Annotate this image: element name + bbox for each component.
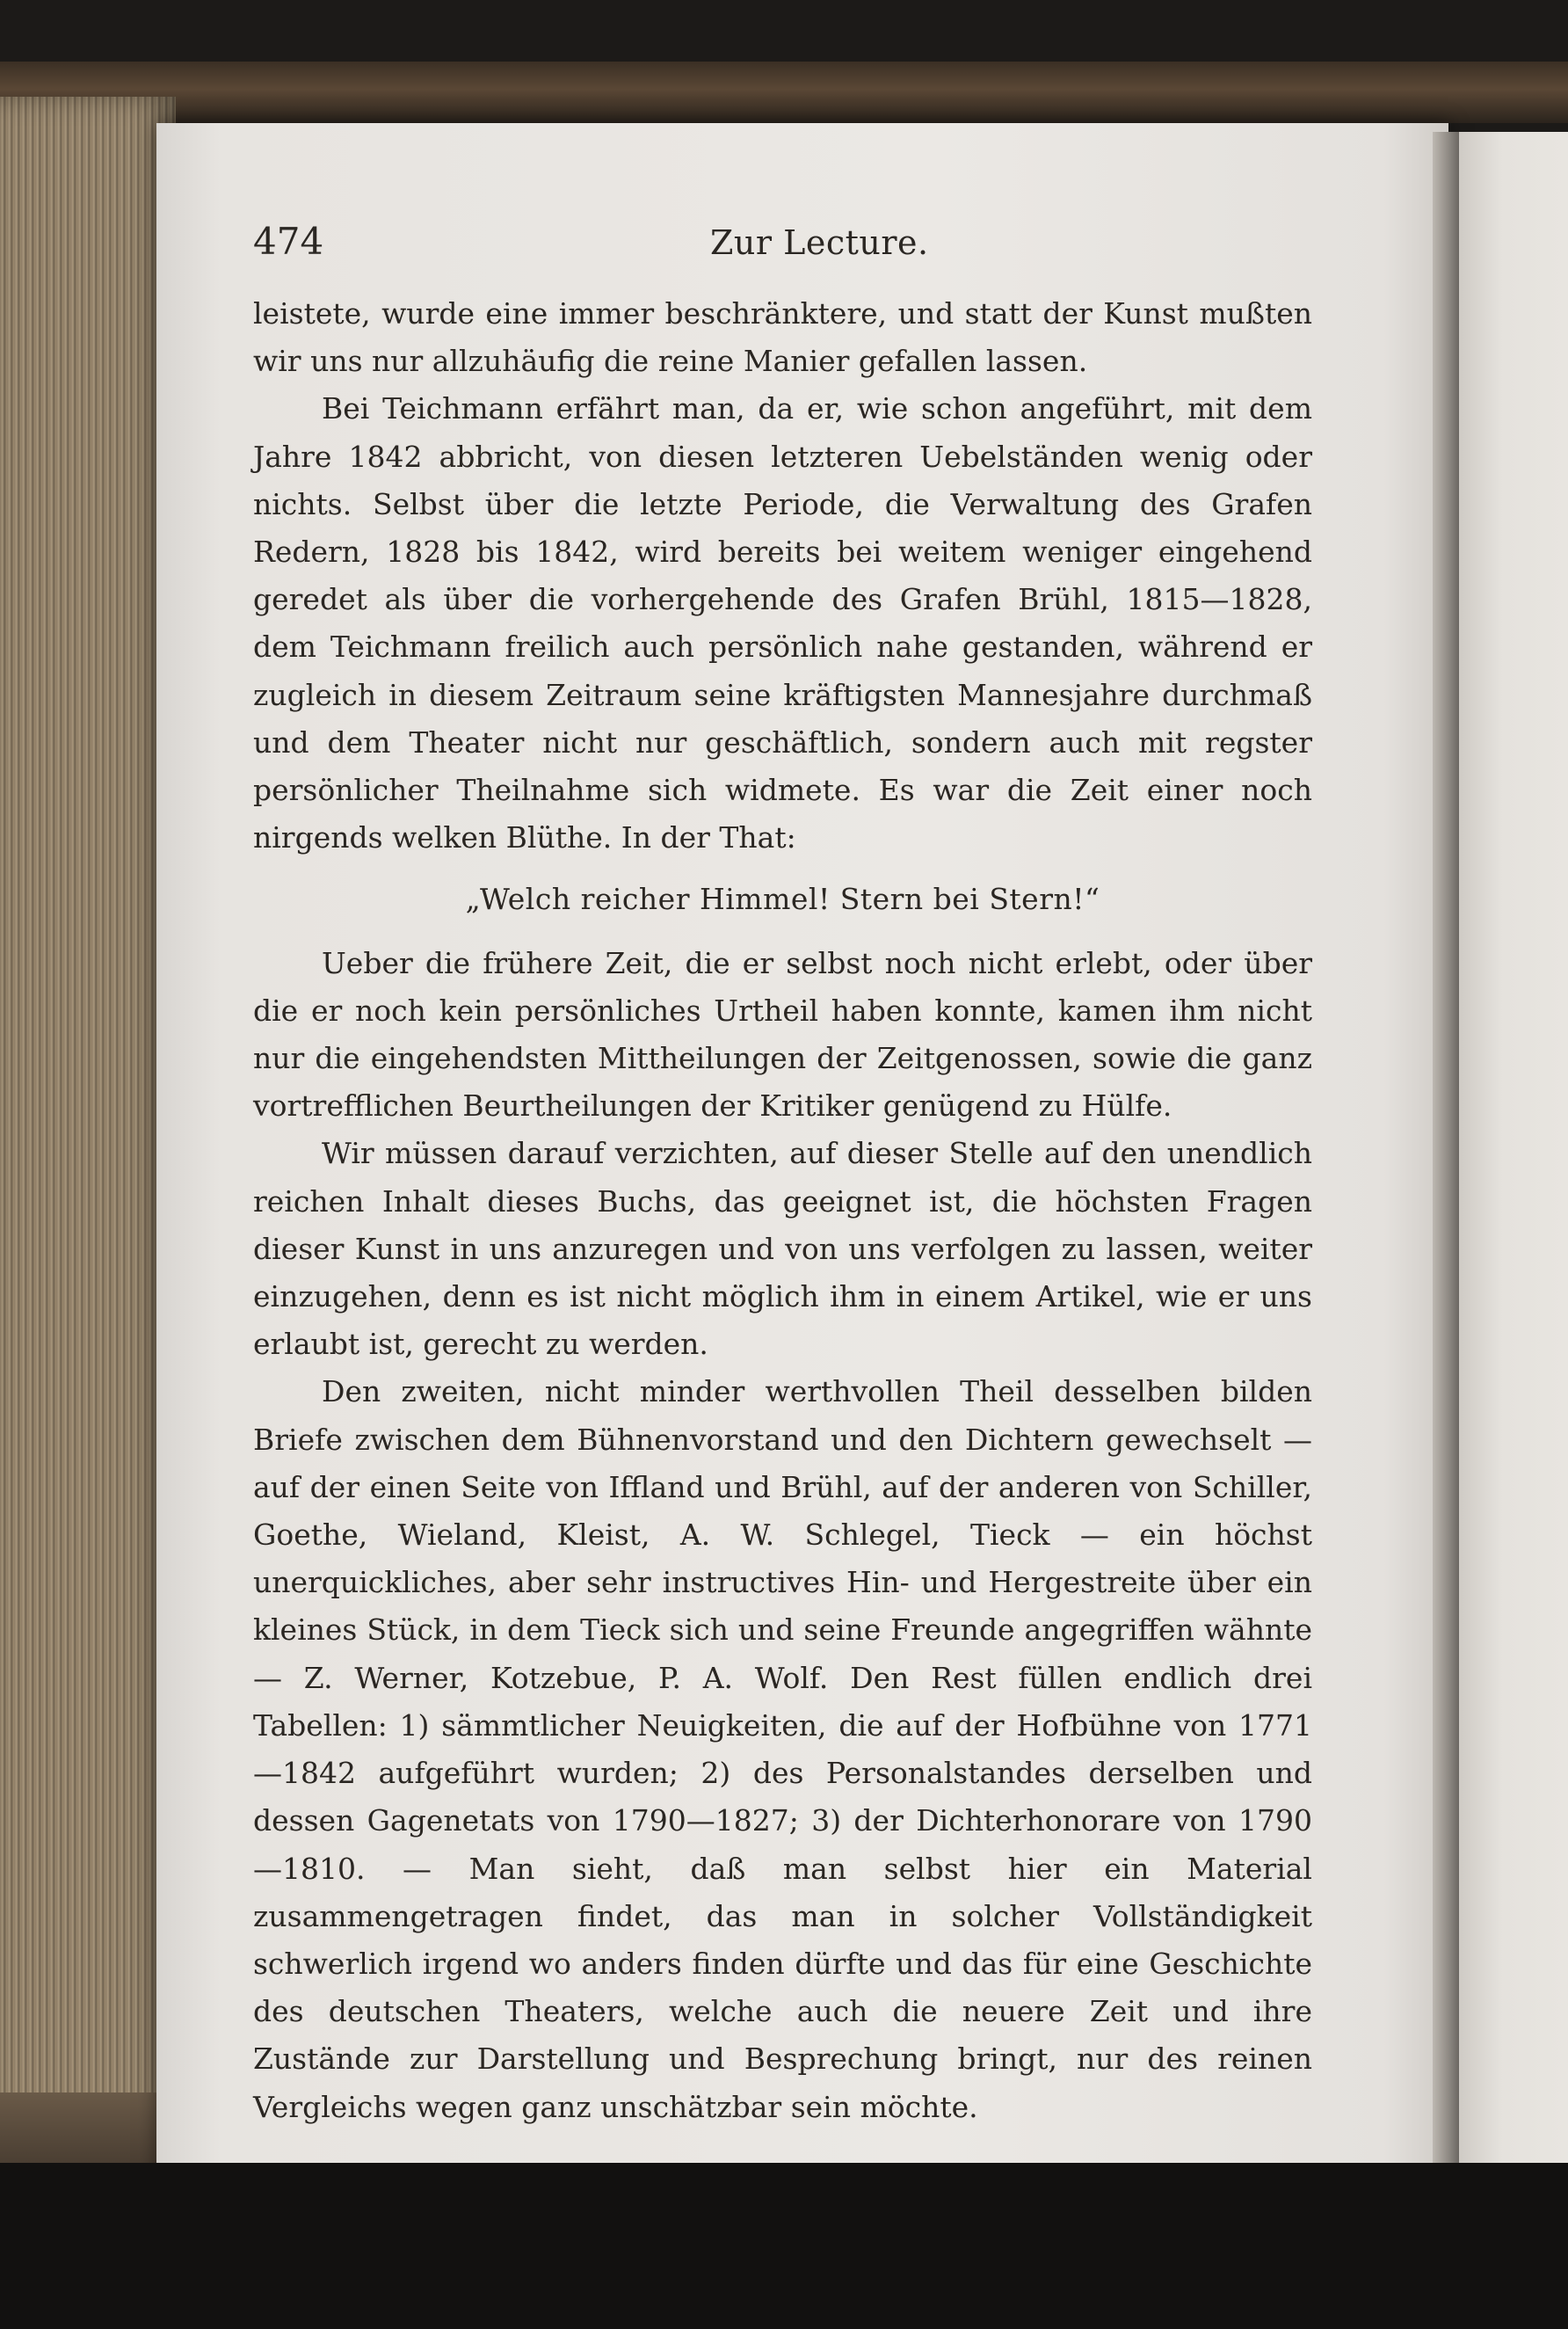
paragraph: Den zweiten, nicht minder werthvollen Theil desselben bilden Briefe zwischen dem Bühnenvorstand und den Dichtern gewechselt — auf der einen Seite von Iffland und Brühl, auf der anderen von Schiller, Goethe, Wieland, Kleist, A. W. Schlegel, Tieck — ein höchst unerquickliches, aber sehr instructives Hin- und Hergestreite über ein kleines Stück, in dem Tieck sich und seine Freunde angegriffen wähnte — Z. Werner, Kotzebue, P. A. Wolf. Den Rest füllen endlich drei Tabellen: 1) sämmtlicher Neuigkeiten, die auf der Hofbühne von 1771—1842 aufgeführt wurden; 2) des Personalstandes derselben und dessen Gagenetats von 1790—1827; 3) der Dichterhonorare von 1790—1810. — Man sieht, daß man selbst hier ein Material zusammengetragen findet, das man in solcher Vollständigkeit schwerlich irgend wo anders finden dürfte und das für eine Geschichte des deutschen Theaters, welche auch die neuere Zeit und ihre Zustände zur Darstellung und Besprechung bringt, nur des reinen Vergleichs wegen ganz unschätzbar sein möchte. [253,1374,1312,2124]
book-gutter [1433,132,1459,2198]
quotation: „Welch reicher Himmel! Stern bei Stern!“ [465,882,1100,917]
book-cover-top [0,62,1568,123]
body-text [253,290,1312,2131]
page-block-edge [0,97,176,2163]
paragraph: Bei Teichmann erfährt man, da er, wie schon angeführt, mit dem Jahre 1842 abbricht, von diesen letzteren Uebelständen wenig oder nichts. Selbst über die letzte Periode, die Verwaltung des Grafen Redern, 1828 bis 1842, wird bereits bei weitem weniger eingehend geredet als über die vorhergehende des Grafen Brühl, 1815—1828, dem Teichmann freilich auch persönlich nahe gestanden, während er zugleich in diesem Zeitraum seine kräftigsten Mannesjahre durchmaß und dem Theater nicht nur geschäftlich, sondern auch mit regster persönlicher Theilnahme sich widmete. Es war die Zeit einer noch nirgends welken Blüthe. In der That: [253,391,1312,855]
paragraph: Wir müssen darauf verzichten, auf dieser Stelle auf den unendlich reichen Inhalt dieses Buchs, das geeignet ist, die höchsten Fragen dieser Kunst in uns anzuregen und von uns verfolgen zu lassen, weiter einzugehen, denn es ist nicht möglich ihm in einem Artikel, wie er uns erlaubt ist, gerecht zu werden. [253,1136,1312,1362]
right-page [1459,132,1568,2198]
page-header [253,220,1378,273]
background-bottom [0,2163,1568,2329]
paragraph: Ueber die frühere Zeit, die er selbst noch nicht erlebt, oder über die er noch kein persönliches Urtheil haben konnte, kamen ihm nicht nur die eingehendsten Mittheilungen der Zeitgenossen, sowie die ganz vortrefflichen Beurtheilungen der Kritiker genügend zu Hülfe. [253,945,1312,1124]
running-title: Zur Lecture. [710,223,929,262]
paragraph: leistete, wurde eine immer beschränktere, und statt der Kunst mußten wir uns nur allzuhäufig die reine Manier gefallen lassen. [253,296,1312,379]
page-number: 474 [253,220,324,263]
